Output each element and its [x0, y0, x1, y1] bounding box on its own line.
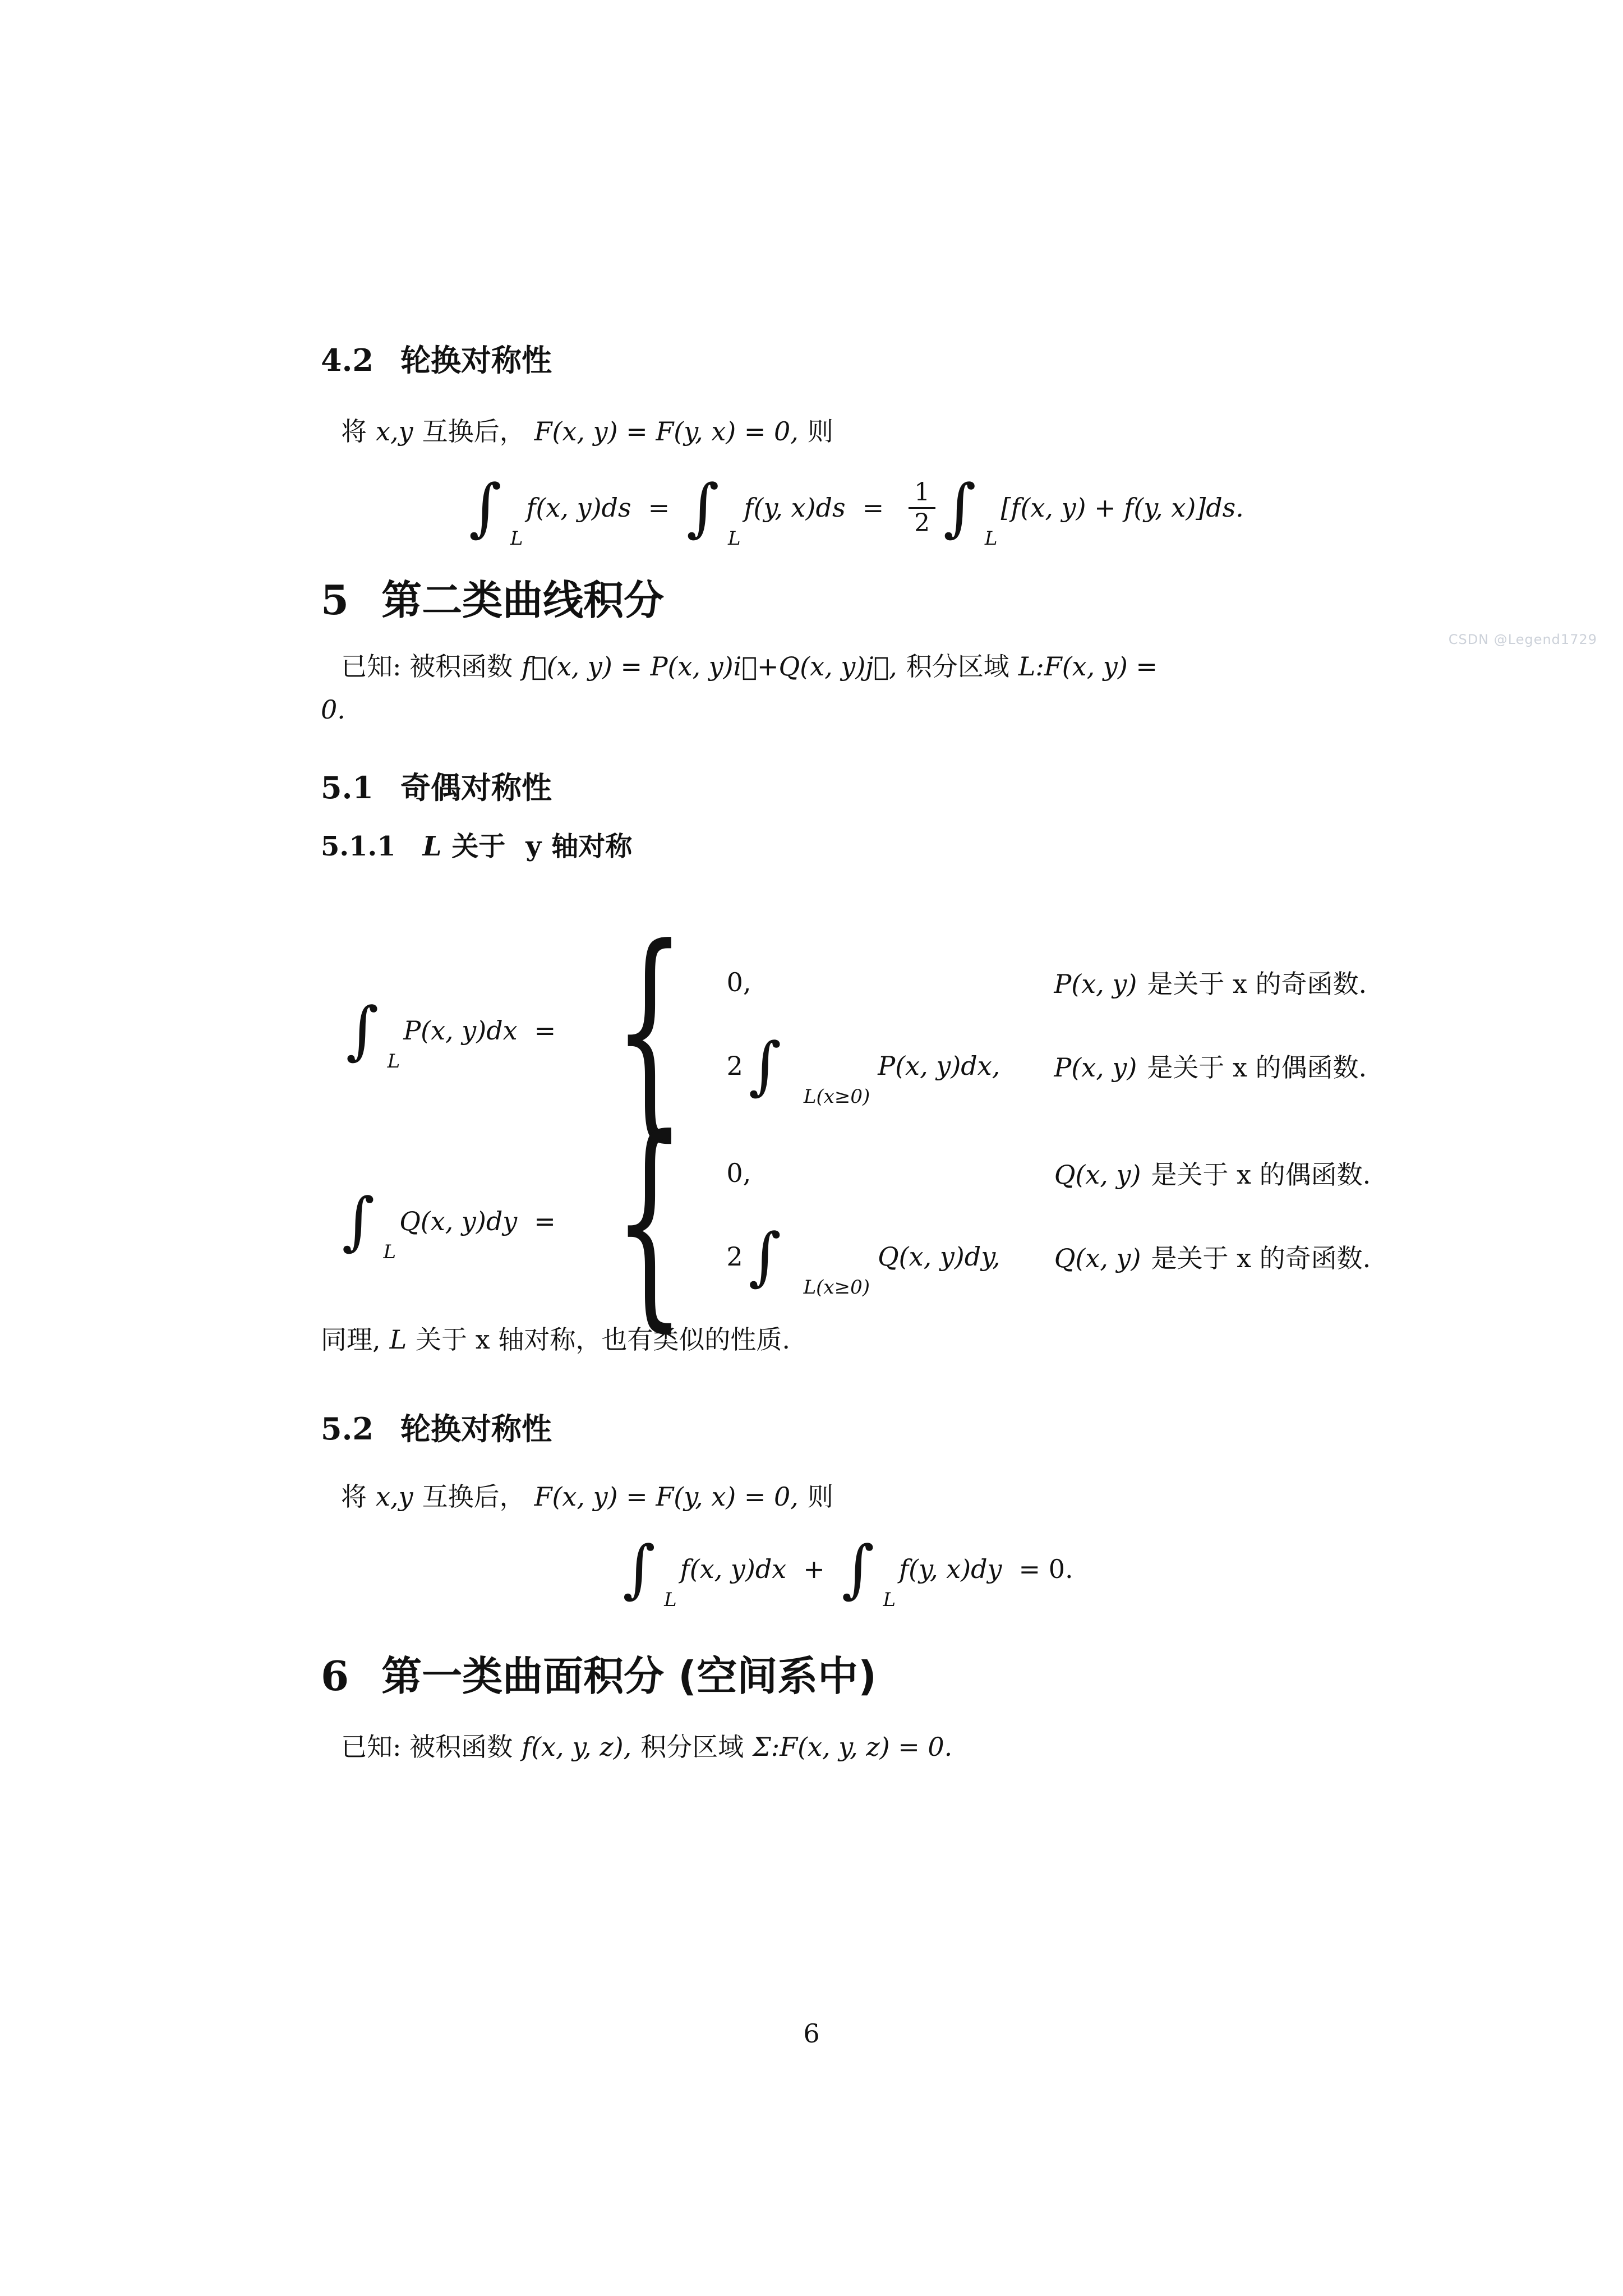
math-inline: L:F(x, y) = [1018, 651, 1158, 682]
math-inline: f⃗(x, y) = P(x, y)i⃗+Q(x, y)j⃗, [522, 651, 897, 682]
integral-subscript: L(x≥0) [803, 1276, 870, 1299]
integral-subscript: L [664, 1589, 677, 1611]
equals: = [534, 1206, 556, 1236]
paragraph-known-5 [341, 646, 1166, 683]
case-value [726, 1220, 1000, 1299]
plus: + [803, 1554, 825, 1584]
case-condition [1054, 1238, 1371, 1275]
cases-grid [726, 964, 1367, 1108]
math-inline: F(x, y) = F(y, x) = 0, [534, 1481, 799, 1512]
text: 轴对称 [551, 831, 633, 862]
cases-formula-P [321, 900, 1392, 1161]
integral-subscript: L(x≥0) [803, 1085, 870, 1108]
integral-subscript: L [984, 527, 998, 550]
heading-number: 5.1.1 [321, 831, 396, 862]
integral [342, 1185, 397, 1263]
integral-subscript: L [727, 527, 741, 550]
heading-5-1 [321, 764, 552, 807]
equals: = [648, 493, 670, 523]
integral [841, 1533, 897, 1611]
case-value: 0, [726, 967, 751, 997]
math-inline: f(x, y, z), [522, 1732, 632, 1762]
integral [623, 1533, 677, 1611]
paragraph-swap-2 [341, 1476, 842, 1513]
text: 积分区域 [640, 1732, 744, 1762]
math-y: y [525, 831, 542, 862]
math-inline: Q(x, y) [1054, 1243, 1141, 1273]
fraction-denominator: 2 [909, 507, 935, 538]
heading-number: 5.2 [321, 1411, 374, 1447]
equals-zero: = 0. [1018, 1554, 1073, 1584]
integral-subscript: L [383, 1241, 396, 1263]
text: 已知: 被积函数 [341, 1732, 513, 1762]
text: 是关于 x 的奇函数. [1147, 969, 1367, 999]
fraction-one-half [909, 478, 935, 538]
math-inline: P(x, y) [1054, 1052, 1137, 1083]
math-inline: L [389, 1324, 407, 1355]
integral-subscript: L [510, 527, 523, 550]
integral [943, 471, 998, 550]
case-condition [1054, 964, 1367, 1001]
math-run: P(x, y)dx [403, 1015, 518, 1046]
math-inline: x,y [376, 1481, 413, 1512]
integral [469, 471, 524, 550]
integral-sign: ∫ [623, 1533, 656, 1605]
math-run: f(y, x)dy [899, 1554, 1002, 1584]
math-inline: Σ:F(x, y, z) = 0. [753, 1732, 953, 1762]
integral [345, 994, 401, 1073]
math-inline: P(x, y) [1054, 969, 1137, 999]
heading-title: 第一类曲面积分 (空间系中) [381, 1653, 877, 1700]
heading-number: 5.1 [321, 770, 374, 806]
heading-5-2 [321, 1405, 552, 1448]
text: 互换后， [422, 416, 525, 447]
display-formula-symmetry-ds [321, 443, 1392, 572]
case-value: 0, [726, 1158, 751, 1188]
text: 将 [341, 416, 367, 447]
cases-lhs [345, 994, 573, 1073]
text: 关于 [451, 831, 506, 862]
heading-6 [321, 1644, 877, 1702]
math-run: Q(x, y)dy, [877, 1241, 1000, 1272]
paragraph-tongli [321, 1319, 799, 1356]
text: 是关于 x 的偶函数. [1151, 1159, 1371, 1190]
page-number: 6 [803, 2018, 820, 2049]
math-run: Q(x, y)dy [399, 1206, 518, 1236]
integral-sign: ∫ [345, 994, 379, 1067]
integral-sign: ∫ [748, 1029, 782, 1102]
cases-lhs [342, 1185, 573, 1263]
math-inline: x,y [376, 416, 413, 447]
math-inline: F(x, y) = F(y, x) = 0, [534, 416, 799, 447]
case-value [726, 1029, 1000, 1108]
math-run: P(x, y)dx, [878, 1051, 1000, 1081]
text: 同理, [321, 1324, 381, 1355]
coefficient: 2 [726, 1241, 743, 1272]
text: 则 [807, 416, 833, 447]
coefficient: 2 [726, 1051, 743, 1081]
math-run: f(x, y)dx [680, 1554, 787, 1584]
paragraph-known-6 [341, 1727, 961, 1764]
text: 互换后， [422, 1481, 525, 1512]
heading-5-1-1 [321, 825, 642, 863]
heading-title: 轮换对称性 [400, 1411, 552, 1447]
integral [748, 1220, 875, 1299]
text: 是关于 x 的偶函数. [1147, 1052, 1367, 1083]
text: 是关于 x 的奇函数. [1151, 1243, 1371, 1273]
heading-5 [321, 568, 664, 626]
integral-subscript: L [387, 1050, 400, 1073]
math-inline: Q(x, y) [1054, 1159, 1141, 1190]
math-inline: 0. [321, 694, 345, 725]
math-run: f(y, x)ds [744, 493, 846, 523]
text: 将 [341, 1481, 367, 1512]
paragraph-known-5-line2 [321, 694, 354, 725]
fraction-numerator: 1 [914, 477, 930, 507]
heading-number: 6 [321, 1652, 349, 1700]
integral-sign: ∫ [748, 1220, 781, 1293]
case-condition [1054, 1154, 1371, 1191]
integral-sign: ∫ [686, 471, 720, 544]
heading-title: 第二类曲线积分 [381, 577, 665, 624]
cases-grid [726, 1154, 1371, 1299]
display-formula-symmetry-dxdy [321, 1521, 1392, 1617]
integral-sign: ∫ [943, 471, 976, 544]
text: 关于 x 轴对称，也有类似的性质. [416, 1324, 790, 1355]
heading-number: 4.2 [321, 342, 374, 378]
integral-sign: ∫ [469, 471, 502, 544]
heading-title: 轮换对称性 [400, 343, 552, 378]
cases-brace: { [614, 900, 686, 1161]
heading-4-2 [321, 337, 552, 380]
integral-subscript: L [883, 1589, 896, 1611]
case-condition [1054, 1047, 1367, 1084]
integral-sign: ∫ [841, 1533, 875, 1605]
math-run: f(x, y)ds [526, 493, 631, 523]
integral-sign: ∫ [342, 1185, 375, 1258]
integral [686, 471, 741, 550]
cases-brace: { [614, 1091, 685, 1351]
integral [748, 1029, 875, 1108]
text: 已知: 被积函数 [341, 651, 513, 682]
heading-title: 奇偶对称性 [400, 770, 552, 806]
watermark: CSDN @Legend1729 [1448, 632, 1597, 647]
text: 积分区域 [906, 651, 1009, 682]
text: 则 [807, 1481, 833, 1512]
equals: = [862, 493, 884, 523]
heading-number: 5 [321, 576, 349, 624]
equals: = [534, 1015, 556, 1046]
math-L: L [422, 831, 442, 862]
math-run: [f(x, y) + f(y, x)]ds. [1000, 493, 1244, 523]
